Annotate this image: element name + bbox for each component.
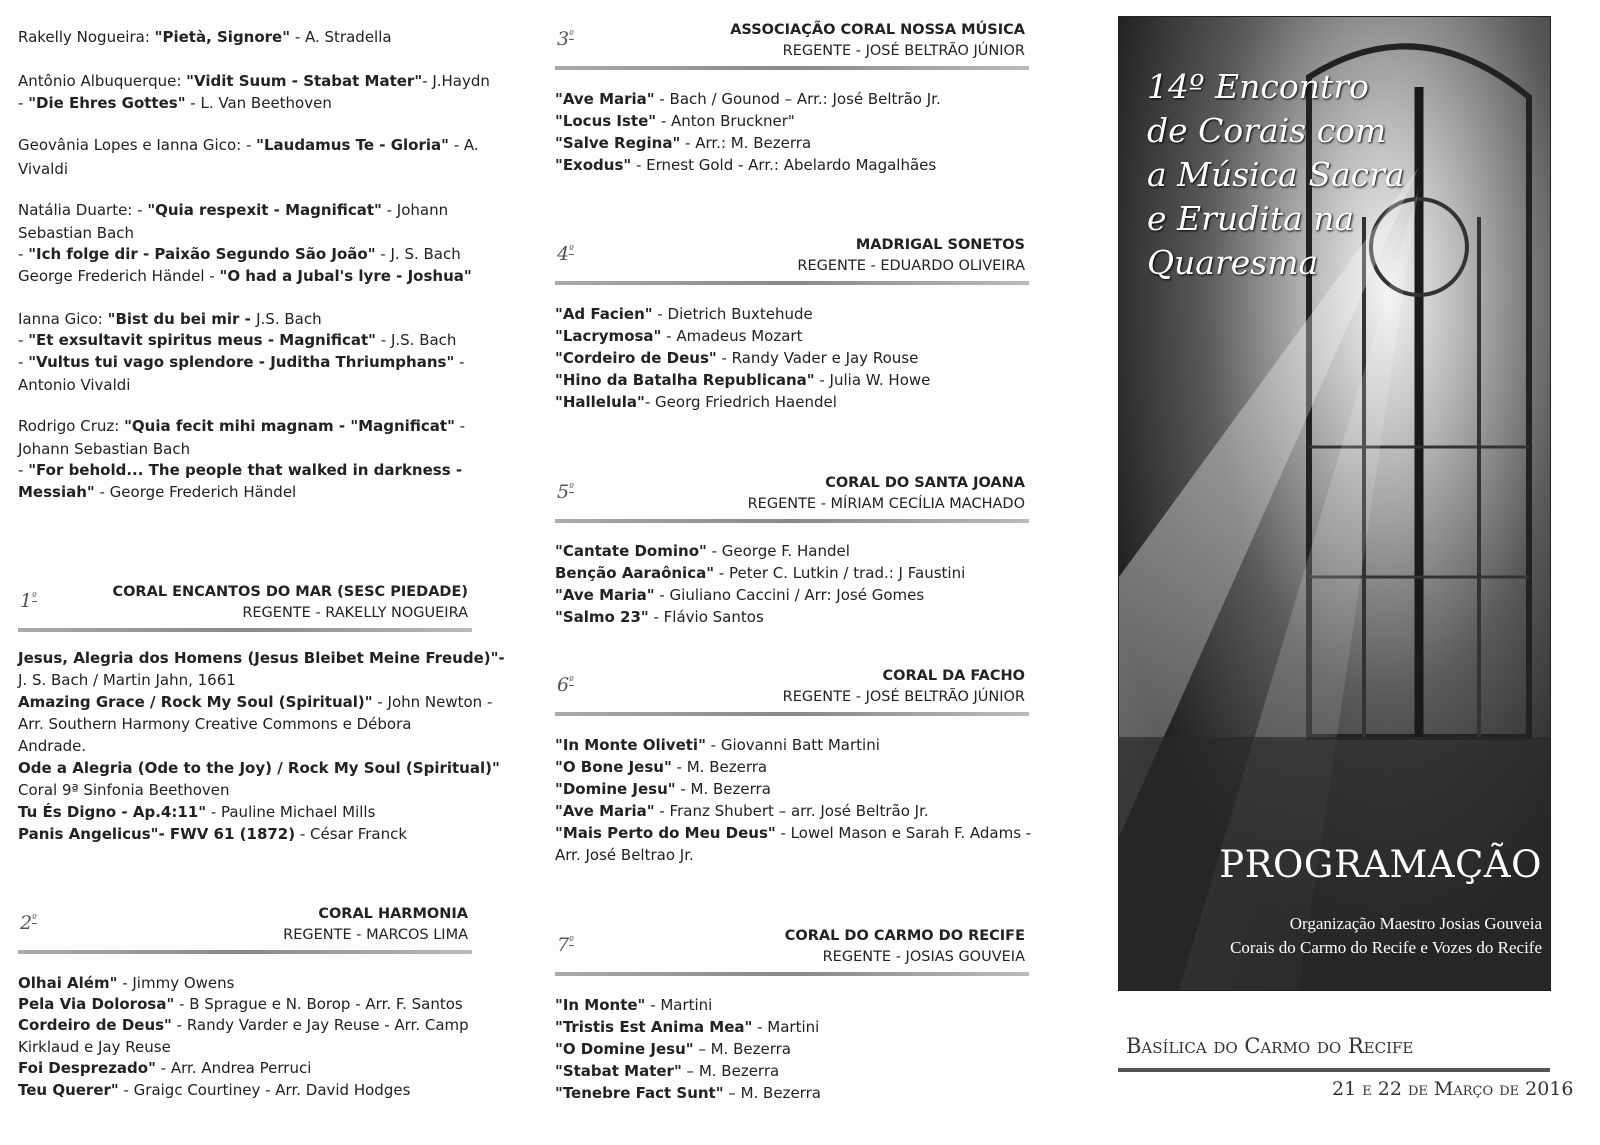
text-run: Pela Via Dolorosa": [18, 995, 175, 1013]
ordinal-suffix: º: [569, 935, 574, 947]
text-run: - George F. Handel: [706, 542, 850, 560]
choir-name: CORAL HARMONIA: [318, 906, 468, 922]
text-run: - Giuliano Caccini / Arr: José Gomes: [654, 586, 925, 604]
text-run: Arr. Southern Harmony Creative Commons e Débora: [18, 715, 412, 733]
organization-line: Corais do Carmo do Recife e Vozes do Recife: [1230, 938, 1542, 957]
section-number-value: 5: [557, 481, 570, 503]
soloist-line: [18, 482, 296, 502]
repertoire-item: [555, 585, 924, 605]
text-run: "Cordeiro de Deus": [555, 349, 717, 367]
ordinal-suffix: º: [569, 244, 574, 256]
repertoire-item: [18, 1058, 311, 1078]
cover-title-line: Quaresma: [1147, 243, 1319, 282]
text-run: "Vidit Suum - Stabat Mater": [186, 72, 423, 90]
repertoire-item: [555, 1039, 791, 1059]
text-run: - A.: [448, 136, 479, 154]
programacao-heading: PROGRAMAÇÃO: [1219, 843, 1542, 886]
ordinal-suffix: º: [569, 482, 574, 494]
section-number-value: 6: [557, 674, 570, 696]
text-run: Coral 9ª Sinfonia Beethoven: [18, 781, 230, 799]
text-run: Teu Querer": [18, 1081, 119, 1099]
cover-title-line: de Corais com: [1147, 111, 1387, 150]
text-run: -: [18, 94, 29, 112]
repertoire-item: [555, 801, 929, 821]
repertoire-item: [18, 973, 234, 993]
organization-text: [1230, 912, 1542, 960]
text-run: - George Frederich Händel: [94, 483, 297, 501]
repertoire-item: [555, 607, 764, 627]
soloist-line: [18, 27, 392, 47]
text-run: - J.S. Bach: [376, 331, 457, 349]
text-run: "Locus Iste": [555, 112, 657, 130]
text-run: - Anton Bruckner": [656, 112, 795, 130]
text-run: – M. Bezerra: [693, 1040, 791, 1058]
text-run: J.S. Bach: [256, 310, 322, 328]
text-run: "Salve Regina": [555, 134, 681, 152]
text-run: - Peter C. Lutkin / trad.: J Faustini: [714, 564, 966, 582]
text-run: Jesus, Alegria dos Homens (Jesus Bleibet Meine Freude)"-: [18, 649, 505, 667]
text-run: - Graigc Courtiney - Arr. David Hodges: [118, 1081, 411, 1099]
section-divider: [18, 628, 472, 632]
text-run: - B Sprague e N. Borop - Arr. F. Santos: [174, 995, 463, 1013]
conductor-name: REGENTE - RAKELLY NOGUEIRA: [242, 605, 468, 621]
conductor-name: REGENTE - MÍRIAM CECÍLIA MACHADO: [747, 496, 1025, 512]
repertoire-item: [18, 758, 500, 778]
text-run: Antonio Vivaldi: [18, 376, 131, 394]
ordinal-suffix: º: [32, 913, 37, 925]
section-number: [20, 912, 37, 934]
soloist-line: [18, 375, 130, 395]
conductor-name: REGENTE - EDUARDO OLIVEIRA: [797, 258, 1025, 274]
section-3: [555, 22, 1025, 174]
text-run: - L. Van Beethoven: [185, 94, 332, 112]
repertoire-item: [18, 736, 86, 756]
text-run: Sebastian Bach: [18, 224, 135, 242]
text-run: "Ich folge dir - Paixão Segundo São João": [28, 245, 376, 263]
event-date: 21 e 22 de Março de 2016: [1332, 1078, 1574, 1100]
text-run: "Exodus": [555, 156, 632, 174]
text-run: -: [18, 331, 29, 349]
text-run: - J. S. Bach: [375, 245, 461, 263]
ordinal-suffix: º: [569, 675, 574, 687]
text-run: Foi Desprezado": [18, 1059, 156, 1077]
section-number-value: 2: [20, 912, 33, 934]
cover-title-line: a Música Sacra: [1147, 155, 1405, 194]
text-run: - Johann: [381, 201, 449, 219]
text-run: "Cantate Domino": [555, 542, 707, 560]
choir-name: CORAL DO CARMO DO RECIFE: [784, 928, 1025, 944]
repertoire-item: [18, 994, 463, 1014]
section-1: [18, 584, 505, 843]
section-divider: [555, 519, 1029, 523]
repertoire-item: [555, 823, 1031, 843]
repertoire-item: [18, 1015, 469, 1035]
soloist-line: [18, 460, 462, 480]
choir-name: ASSOCIAÇÃO CORAL NOSSA MÚSICA: [730, 22, 1025, 38]
text-run: -: [18, 353, 29, 371]
text-run: Johann Sebastian Bach: [18, 440, 191, 458]
text-run: - M. Bezerra: [671, 758, 768, 776]
soloist-line: [18, 71, 490, 91]
repertoire-item: [18, 1037, 171, 1057]
repertoire-item: [555, 779, 771, 799]
section-number-value: 7: [557, 934, 570, 956]
text-run: - Martini: [645, 996, 713, 1014]
section-number: [557, 481, 574, 503]
soloist-line: [18, 135, 479, 155]
text-run: "Die Ehres Gottes": [28, 94, 186, 112]
section-6: [555, 668, 1032, 864]
text-run: - Jimmy Owens: [117, 974, 235, 992]
text-run: - John Newton -: [372, 693, 493, 711]
text-run: Tu És Digno - Ap.4:11": [18, 803, 207, 821]
section-divider: [18, 950, 472, 954]
text-run: Panis Angelicus"- FWV 61 (1872): [18, 825, 296, 843]
repertoire-item: [555, 541, 850, 561]
text-run: "Tristis Est Anima Mea": [555, 1018, 753, 1036]
section-divider: [555, 66, 1029, 70]
repertoire-item: [555, 111, 795, 131]
cover-title-line: 14º Encontro: [1147, 67, 1369, 106]
text-run: Vivaldi: [18, 160, 69, 178]
section-number-value: 3: [557, 28, 570, 50]
repertoire-item: [18, 802, 375, 822]
repertoire-item: [18, 692, 492, 712]
text-run: "Hino da Batalha Republicana": [555, 371, 815, 389]
text-run: "Ave Maria": [555, 90, 655, 108]
choir-name: CORAL ENCANTOS DO MAR (SESC PIEDADE): [112, 584, 468, 600]
text-run: - Ernest Gold - Arr.: Abelardo Magalhães: [631, 156, 937, 174]
venue-name: Basílica do Carmo do Recife: [1126, 1034, 1414, 1058]
ordinal-suffix: º: [569, 29, 574, 41]
text-run: Natália Duarte: -: [18, 201, 148, 219]
text-run: - Randy Vader e Jay Rouse: [716, 349, 919, 367]
cover-title-line: e Erudita na: [1147, 199, 1355, 238]
conductor-name: REGENTE - JOSIAS GOUVEIA: [822, 949, 1025, 965]
repertoire-item: [555, 1017, 819, 1037]
text-run: - Pauline Michael Mills: [206, 803, 376, 821]
text-run: "Salmo 23": [555, 608, 649, 626]
repertoire-item: [555, 392, 837, 412]
repertoire-item: [18, 670, 236, 690]
section-divider: [555, 712, 1029, 716]
text-run: - Giovanni Batt Martini: [705, 736, 880, 754]
soloist-line: [18, 223, 134, 243]
text-run: "Laudamus Te - Gloria": [256, 136, 449, 154]
text-run: -: [18, 461, 29, 479]
soloist-line: [18, 200, 448, 220]
text-run: Geovânia Lopes e Ianna Gico: -: [18, 136, 257, 154]
text-run: "O Domine Jesu": [555, 1040, 694, 1058]
text-run: J. S. Bach / Martin Jahn, 1661: [18, 671, 236, 689]
section-divider: [555, 281, 1029, 285]
text-run: "Quia respexit - Magnificat": [147, 201, 382, 219]
text-run: Benção Aaraônica": [555, 564, 715, 582]
text-run: Ianna Gico:: [18, 310, 108, 328]
section-number: [557, 28, 574, 50]
section-7: [555, 928, 1025, 1102]
text-run: - Georg Friedrich Haendel: [644, 393, 837, 411]
section-number: [557, 674, 574, 696]
section-number: [557, 243, 574, 265]
text-run: "Tenebre Fact Sunt": [555, 1084, 724, 1102]
text-run: "Domine Jesu": [555, 780, 676, 798]
soloist-line: [18, 244, 461, 264]
text-run: "Lacrymosa": [555, 327, 662, 345]
repertoire-item: [555, 89, 941, 109]
text-run: - Arr.: M. Bezerra: [680, 134, 812, 152]
repertoire-item: [555, 1083, 821, 1103]
choir-name: CORAL DO SANTA JOANA: [825, 475, 1025, 491]
repertoire-item: [555, 1061, 779, 1081]
conductor-name: REGENTE - JOSÉ BELTRÃO JÚNIOR: [782, 43, 1025, 59]
text-run: "Quia fecit mihi magnam - "Magnificat": [124, 417, 455, 435]
text-run: Rakelly Nogueira:: [18, 28, 155, 46]
choir-name: CORAL DA FACHO: [882, 668, 1025, 684]
text-run: - Bach / Gounod – Arr.: José Beltrão Jr.: [654, 90, 941, 108]
section-divider: [555, 972, 1029, 976]
text-run: -: [454, 417, 466, 435]
soloist-line: [18, 309, 322, 329]
soloist-line: [18, 439, 190, 459]
repertoire-item: [18, 714, 411, 734]
text-run: "Bist du bei mir -: [107, 310, 257, 328]
text-run: "Ad Facien": [555, 305, 653, 323]
text-run: - A. Stradella: [290, 28, 392, 46]
section-5: [555, 475, 1025, 626]
text-run: - Dietrich Buxtehude: [652, 305, 813, 323]
section-number: [20, 590, 37, 612]
text-run: – M. Bezerra: [723, 1084, 821, 1102]
section-2: [18, 906, 469, 1099]
section-number-value: 1: [20, 590, 33, 612]
text-run: "Ave Maria": [555, 802, 655, 820]
choir-name: MADRIGAL SONETOS: [855, 237, 1025, 253]
text-run: "In Monte": [555, 996, 646, 1014]
text-run: Amazing Grace / Rock My Soul (Spiritual)": [18, 693, 373, 711]
repertoire-item: [18, 780, 230, 800]
soloist-line: [18, 159, 68, 179]
text-run: Ode a Alegria (Ode to the Joy) / Rock My Soul (Spiritual)": [18, 759, 500, 777]
text-run: "Ave Maria": [555, 586, 655, 604]
footer-divider: [1118, 1068, 1550, 1072]
ordinal-suffix: º: [32, 591, 37, 603]
text-run: "O Bone Jesu": [555, 758, 672, 776]
text-run: Rodrigo Cruz:: [18, 417, 125, 435]
text-run: Andrade.: [18, 737, 87, 755]
text-run: -: [18, 245, 29, 263]
conductor-name: REGENTE - MARCOS LIMA: [283, 927, 468, 943]
text-run: - Arr. Andrea Perruci: [155, 1059, 312, 1077]
organization-line: Organização Maestro Josias Gouveia: [1289, 914, 1542, 933]
text-run: "Stabat Mater": [555, 1062, 682, 1080]
cover-title: [1147, 65, 1405, 285]
text-run: "In Monte Oliveti": [555, 736, 706, 754]
text-run: -: [454, 353, 465, 371]
repertoire-item: [18, 1080, 410, 1100]
text-run: Antônio Albuquerque:: [18, 72, 187, 90]
repertoire-item: [555, 735, 880, 755]
repertoire-item: [555, 370, 930, 390]
text-run: Arr. José Beltrao Jr.: [555, 846, 694, 864]
text-run: "Vultus tui vago splendore - Juditha Thriumphans": [28, 353, 455, 371]
repertoire-item: [555, 757, 767, 777]
text-run: – M. Bezerra: [681, 1062, 780, 1080]
text-run: Cordeiro de Deus": [18, 1016, 172, 1034]
repertoire-item: [555, 563, 965, 583]
conductor-name: REGENTE - JOSÉ BELTRÃO JÚNIOR: [782, 689, 1025, 705]
repertoire-item: [555, 304, 813, 324]
text-run: "For behold... The people that walked in darkness -: [28, 461, 463, 479]
section-number-value: 4: [557, 243, 570, 265]
text-run: - Martini: [752, 1018, 820, 1036]
soloist-line: [18, 416, 465, 436]
repertoire-item: [555, 348, 918, 368]
section-number: [557, 934, 574, 956]
text-run: - M. Bezerra: [675, 780, 771, 798]
text-run: - J.Haydn: [422, 72, 490, 90]
repertoire-item: [555, 326, 802, 346]
repertoire-item: [555, 133, 811, 153]
text-run: George Frederich Händel -: [18, 267, 220, 285]
text-run: "Et exsultavit spiritus meus - Magnificat": [28, 331, 376, 349]
text-run: Messiah": [18, 483, 95, 501]
text-run: "O had a Jubal's lyre - Joshua": [219, 267, 472, 285]
soloist-line: [18, 352, 464, 372]
soloist-line: [18, 330, 456, 350]
repertoire-item: [555, 995, 712, 1015]
text-run: - Randy Varder e Jay Reuse - Arr. Camp: [171, 1016, 469, 1034]
text-run: "Hallelula": [555, 393, 645, 411]
repertoire-item: [18, 824, 407, 844]
soloist-line: [18, 266, 472, 286]
repertoire-item: [555, 155, 936, 175]
text-run: "Pietà, Signore": [154, 28, 291, 46]
section-4: [555, 237, 1025, 411]
text-run: - Franz Shubert – arr. José Beltrão Jr.: [654, 802, 929, 820]
text-run: Olhai Além": [18, 974, 118, 992]
text-run: - Julia W. Howe: [814, 371, 931, 389]
repertoire-item: [555, 845, 694, 865]
text-run: "Mais Perto do Meu Deus": [555, 824, 776, 842]
soloist-line: [18, 93, 332, 113]
cover-image: [1118, 16, 1551, 991]
text-run: - Lowel Mason e Sarah F. Adams -: [775, 824, 1032, 842]
repertoire-item: [18, 648, 505, 668]
text-run: - César Franck: [295, 825, 408, 843]
text-run: - Flávio Santos: [648, 608, 764, 626]
text-run: Kirklaud e Jay Reuse: [18, 1038, 171, 1056]
text-run: - Amadeus Mozart: [661, 327, 803, 345]
